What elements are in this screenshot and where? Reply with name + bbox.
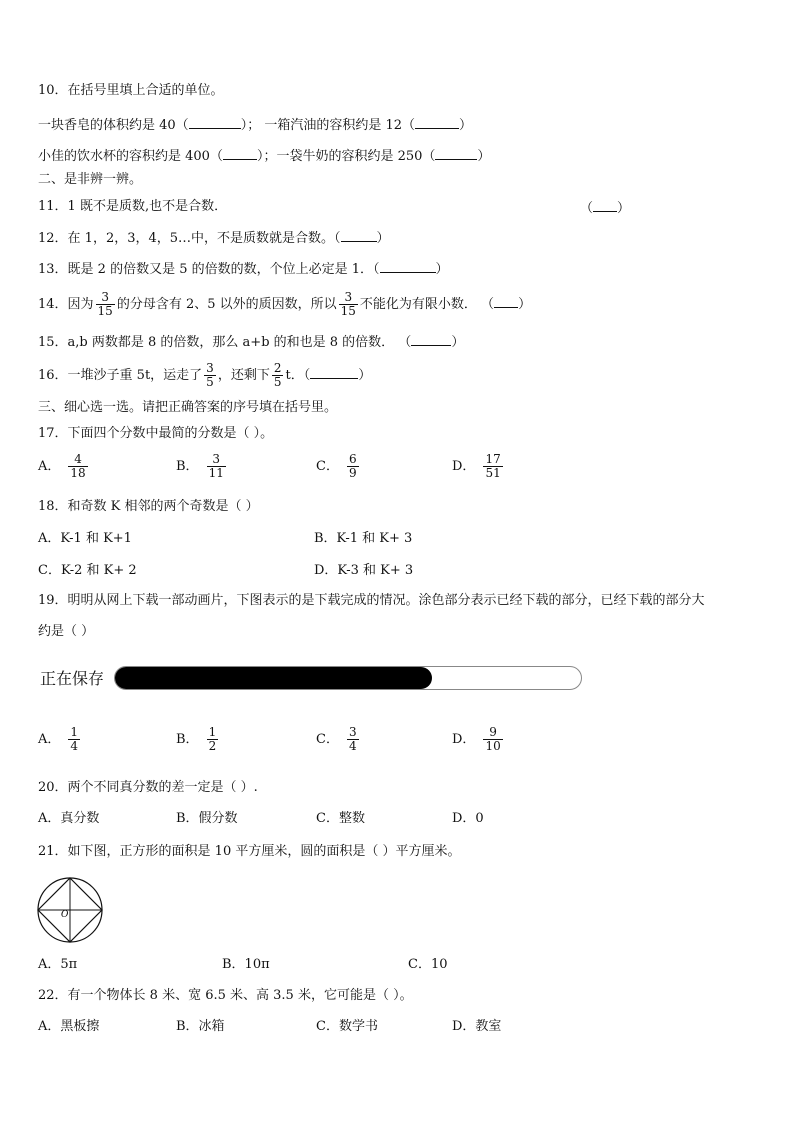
- option-a[interactable]: A．5π: [38, 957, 78, 972]
- option-letter: B．: [176, 459, 199, 474]
- option-a[interactable]: [38, 452, 90, 482]
- question-19-line-2: 约是（ ）: [38, 624, 95, 639]
- answer-blank[interactable]: [223, 147, 257, 160]
- question-14: 14．因为 $\frac{3}{15}$ 的分母含有 2、5 以外的质因数，所以 $\frac{3}{15}$ 不能化为有限小数． （ ）: [38, 290, 532, 318]
- option-d[interactable]: D．K-3 和 K+ 3: [314, 563, 414, 578]
- fraction: $\frac{1}{4}$: [70, 725, 79, 753]
- option-d[interactable]: D．教室: [452, 1019, 502, 1034]
- fraction: $\frac{17}{51}$: [485, 452, 501, 480]
- fraction: $\frac{6}{9}$: [348, 452, 357, 480]
- download-progress-bar: [114, 666, 582, 690]
- answer-blank[interactable]: [415, 116, 459, 129]
- fraction: $\frac{3}{5}$: [206, 361, 214, 389]
- option-letter: D．: [452, 459, 476, 474]
- option-b[interactable]: B．假分数: [176, 811, 238, 826]
- fraction: $\frac{3}{11}$: [208, 452, 224, 480]
- question-17: 17．下面四个分数中最简的分数是（ ）。: [38, 426, 274, 441]
- fraction: $\frac{3}{4}$: [348, 725, 357, 753]
- option-c[interactable]: C．K-2 和 K+ 2: [38, 563, 137, 578]
- answer-blank[interactable]: [411, 333, 451, 346]
- circle-square-diagram: [36, 876, 104, 944]
- option-c[interactable]: [316, 452, 361, 482]
- center-label: O: [61, 910, 69, 920]
- fraction: $\frac{4}{18}$: [70, 452, 86, 480]
- option-letter: C．: [316, 459, 339, 474]
- option-letter: A．: [38, 459, 61, 474]
- question-19-line-1: 19．明明从网上下载一部动画片，下图表示的是下载完成的情况。涂色部分表示已经下载的部分，已经下载的部分大: [38, 593, 705, 608]
- question-12: 12．在 1，2，3，4，5…中，不是质数就是合数。（ ）: [38, 231, 390, 246]
- option-b[interactable]: B．K-1 和 K+ 3: [314, 531, 413, 546]
- option-letter: A．: [38, 732, 61, 747]
- section-2-heading: 二、是非辨一辨。: [38, 172, 143, 187]
- question-15: 15．a,b 两数都是 8 的倍数，那么 a+b 的和也是 8 的倍数． （ ）: [38, 335, 465, 350]
- answer-blank[interactable]: [435, 147, 477, 160]
- question-16: 16．一堆沙子重 5t，运走了 $\frac{3}{5}$ ，还剩下 $\frac{2}{5}$ t．（ ）: [38, 361, 372, 389]
- answer-blank[interactable]: [494, 295, 518, 308]
- answer-blank[interactable]: [189, 116, 241, 129]
- answer-blank[interactable]: [310, 366, 358, 379]
- option-a[interactable]: A．真分数: [38, 811, 100, 826]
- section-3-heading: 三、细心选一选。请把正确答案的序号填在括号里。: [38, 400, 338, 415]
- option-letter: D．: [452, 732, 476, 747]
- fraction: $\frac{3}{15}$: [340, 290, 356, 318]
- option-b[interactable]: [176, 452, 228, 482]
- option-d[interactable]: [452, 452, 505, 482]
- option-letter: C．: [316, 732, 339, 747]
- option-a[interactable]: A．黑板擦: [38, 1019, 100, 1034]
- option-d[interactable]: D．0: [452, 811, 484, 826]
- option-letter: B．: [176, 732, 199, 747]
- fraction: $\frac{2}{5}$: [273, 361, 282, 389]
- question-21: 21．如下图，正方形的面积是 10 平方厘米，圆的面积是（ ）平方厘米。: [38, 844, 461, 859]
- question-20: 20．两个不同真分数的差一定是（ ）.: [38, 780, 258, 795]
- option-c[interactable]: [316, 725, 361, 755]
- answer-blank[interactable]: [341, 229, 377, 242]
- answer-blank[interactable]: [380, 260, 436, 273]
- option-c[interactable]: C．整数: [316, 811, 365, 826]
- question-10-line-2: 小佳的饮水杯的容积约是 400（ ）；一袋牛奶的容积约是 250（ ）: [38, 149, 491, 164]
- question-11: 11．1 既不是质数,也不是合数．: [38, 199, 228, 214]
- option-d[interactable]: [452, 725, 505, 755]
- question-10-title: 10．在括号里填上合适的单位。: [38, 83, 224, 98]
- option-c[interactable]: C．10: [408, 957, 448, 972]
- question-22: 22．有一个物体长 8 米、宽 6.5 米、高 3.5 米，它可能是（ ）。: [38, 988, 413, 1003]
- progress-bar-fill: [115, 667, 432, 689]
- option-a[interactable]: A．K-1 和 K+1: [38, 531, 132, 546]
- fraction: $\frac{9}{10}$: [485, 725, 501, 753]
- question-13: 13．既是 2 的倍数又是 5 的倍数的数，个位上必定是 1．（ ）: [38, 262, 449, 277]
- question-10-line-1: 一块香皂的体积约是 40（ ）； 一箱汽油的容积约是 12（ ）: [38, 118, 473, 133]
- answer-blank[interactable]: [593, 199, 617, 212]
- option-b[interactable]: B．10π: [222, 957, 270, 972]
- option-b[interactable]: B．冰箱: [176, 1019, 225, 1034]
- question-11-answer[interactable]: （ ）: [580, 201, 631, 216]
- progress-label: 正在保存: [40, 669, 105, 688]
- option-c[interactable]: C．数学书: [316, 1019, 378, 1034]
- option-a[interactable]: [38, 725, 82, 755]
- fraction: $\frac{3}{15}$: [97, 290, 113, 318]
- fraction: $\frac{1}{2}$: [208, 725, 217, 753]
- question-18: 18．和奇数 K 相邻的两个奇数是（ ）: [38, 499, 259, 514]
- option-b[interactable]: [176, 725, 220, 755]
